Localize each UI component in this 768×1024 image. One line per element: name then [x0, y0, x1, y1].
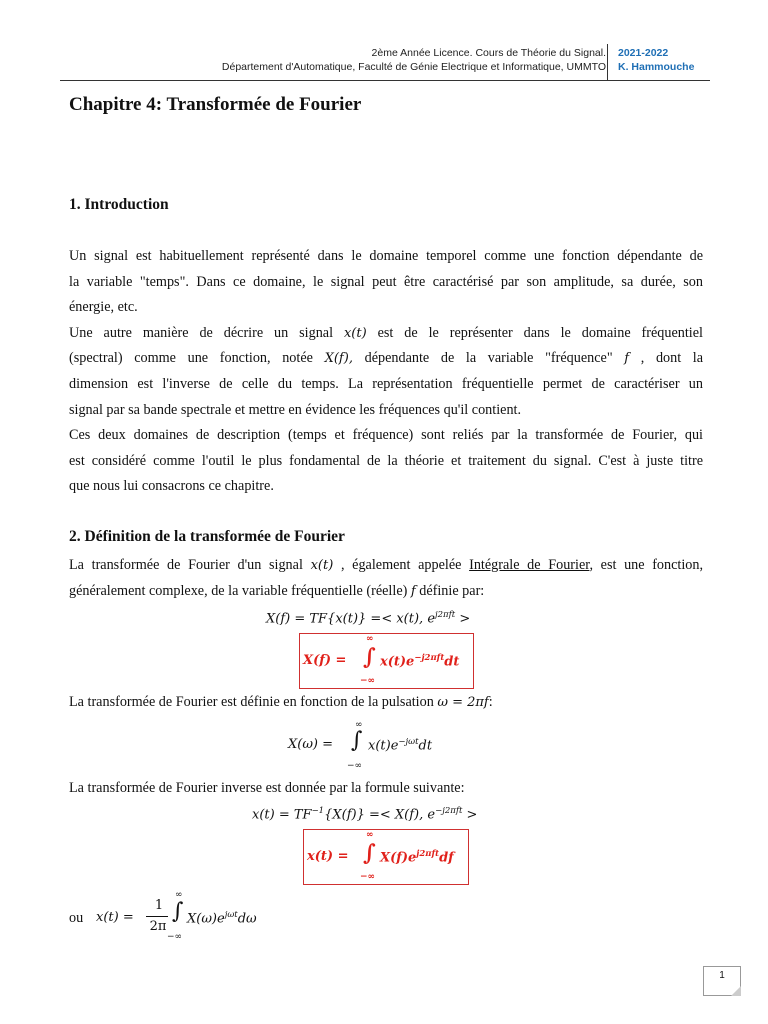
course-line: 2ème Année Licence. Cours de Théorie du Signal. [371, 47, 606, 59]
page-number: 1 [703, 966, 741, 996]
fourier-integral-term: Intégrale de Fourier [469, 557, 590, 573]
header-separator [607, 44, 608, 80]
section-heading-definition: 2. Définition de la transformée de Fourier [69, 528, 345, 545]
text-line: dimension est l'inverse de celle du temps. La représentation fréquentielle permet de caractériser un [69, 375, 703, 392]
course-info [222, 46, 606, 74]
text-line: généralement complexe, de la variable fréquentielle (réelle) f définie par: [69, 582, 485, 599]
header-meta [618, 46, 694, 74]
fraction-bar [146, 916, 168, 917]
text-line: Une autre manière de décrire un signal x(t) est de le représenter dans le domaine fréquentiel [69, 324, 703, 341]
text-line: que nous lui consacrons ce chapitre. [69, 478, 274, 495]
equation-tf-pulsation: X(ω) = ∞ ∫ −∞ $x(t)e^{-j\omega t}dt$ [288, 720, 433, 771]
chapter-title: Chapitre 4: Transformée de Fourier [69, 94, 362, 115]
text-line: la variable "temps". Dans ce domaine, le signal peut être caractérisé par son amplitude, sa durée, son [69, 273, 703, 290]
definition-paragraph [69, 553, 703, 604]
text-line: La transformée de Fourier inverse est donnée par la formule suivante: [69, 780, 465, 796]
equation-tf-definition: X(f) = TF{x(t)} =< x(t), $e^{j2\pi ft}$ > [266, 610, 471, 627]
text-line: La transformée de Fourier d'un signal x(t) , également appelée Intégrale de Fourier, est une fonction, [69, 557, 704, 573]
inverse-paragraph [69, 776, 703, 802]
author-name: K. Hammouche [618, 61, 695, 73]
boxed-equation-fourier-transform: X(f) = ∞ ∫ −∞ $x(t)e^{-j2\pi ft}dt$ [299, 633, 474, 689]
text-line: est considéré comme l'outil le plus fondamental de la théorie et traitement du signal. C'est à juste titre [69, 452, 703, 469]
equation-inverse-tf-definition: $x(t) = TF^{-1}\{X(f)\} =< X(f)$, $e^{-j2\pi ft}$ > [252, 806, 478, 823]
section-heading-introduction: 1. Introduction [69, 196, 169, 213]
page-header [60, 44, 710, 81]
page-curl-icon [731, 986, 741, 996]
boxed-equation-inverse-fourier: x(t) = ∞ ∫ −∞ $X(f)e^{j2\pi ft}df$ [303, 829, 469, 885]
pulsation-paragraph [69, 690, 703, 716]
text-line: énergie, etc. [69, 299, 138, 316]
text-line: Ces deux domaines de description (temps et fréquence) sont reliés par la transformée de Fourier, qui [69, 427, 703, 444]
text-line: (spectral) comme une fonction, notée X(f), dépendante de la variable "fréquence" f , dont la [69, 350, 704, 367]
text-line: signal par sa bande spectrale et mettre en évidence les fréquences qu'il contient. [69, 401, 522, 418]
intro-paragraph [69, 244, 703, 500]
text-line: La transformée de Fourier est définie en fonction de la pulsation ω = 2πf: [69, 694, 493, 710]
text-line: Un signal est habituellement représenté dans le domaine temporel comme une fonction dépendante de [69, 248, 703, 264]
academic-year: 2021-2022 [618, 47, 669, 59]
equation-inverse-pulsation: ou x(t) = 1 2π ∞ ∫ −∞ $X(\omega)e^{j\omega t}d\omega$ [69, 890, 257, 942]
department-line: Département d'Automatique, Faculté de Génie Electrique et Informatique, UMMTO [221, 61, 606, 73]
